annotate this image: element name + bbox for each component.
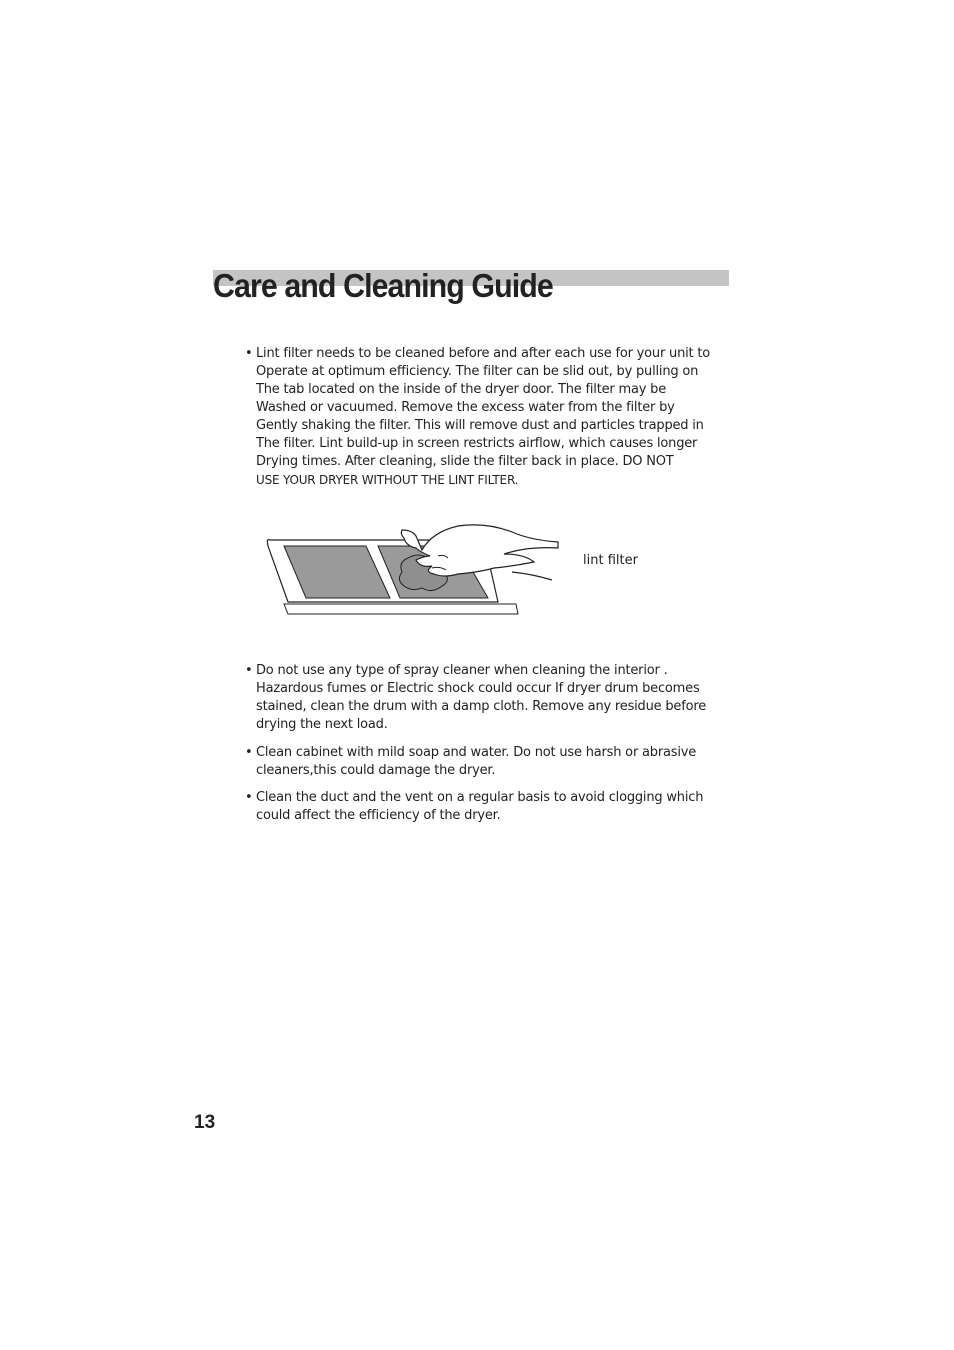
text-line: drying the next load. xyxy=(256,717,388,732)
text-line: The tab located on the inside of the dryer door. The filter may be xyxy=(256,382,666,397)
text-line: Clean the duct and the vent on a regular basis to avoid clogging which xyxy=(256,790,704,805)
text-line: could affect the efficiency of the dryer. xyxy=(256,808,501,823)
spray-cleaner-warning xyxy=(245,662,726,734)
lint-filter-illustration xyxy=(262,520,562,620)
text-line: Clean cabinet with mild soap and water. Do not use harsh or abrasive xyxy=(256,745,697,760)
text-line: Do not use any type of spray cleaner when cleaning the interior . xyxy=(256,663,668,678)
text-line: cleaners,this could damage the dryer. xyxy=(256,763,496,778)
duct-cleaning-instructions xyxy=(245,789,726,825)
hand-cuff-line xyxy=(512,572,552,580)
text-line: Gently shaking the filter. This will remove dust and particles trapped in xyxy=(256,418,704,433)
page-number: 13 xyxy=(194,1112,216,1133)
text-line: stained, clean the drum with a damp cloth. Remove any residue before xyxy=(256,699,707,714)
cabinet-cleaning-instructions xyxy=(245,744,726,780)
bullet: • xyxy=(245,745,253,760)
bullet: • xyxy=(245,790,253,805)
warning-line: USE YOUR DRYER WITHOUT THE LINT FILTER. xyxy=(256,473,519,487)
text-line: Drying times. After cleaning, slide the filter back in place. DO NOT xyxy=(256,454,674,469)
figure-caption: lint filter xyxy=(583,553,638,568)
text-line: Washed or vacuumed. Remove the excess water from the filter by xyxy=(256,400,675,415)
bullet: • xyxy=(245,346,253,361)
filter-base xyxy=(284,604,518,614)
text-line: Operate at optimum efficiency. The filter can be slid out, by pulling on xyxy=(256,364,699,379)
text-line: The filter. Lint build-up in screen restricts airflow, which causes longer xyxy=(256,436,698,451)
bullet: • xyxy=(245,663,253,678)
text-line: Hazardous fumes or Electric shock could occur If dryer drum becomes xyxy=(256,681,700,696)
lint-filter-instructions xyxy=(245,345,726,489)
page-title: Care and Cleaning Guide xyxy=(213,267,553,304)
filter-screen-left xyxy=(284,546,390,598)
text-line: Lint filter needs to be cleaned before and after each use for your unit to xyxy=(256,346,711,361)
